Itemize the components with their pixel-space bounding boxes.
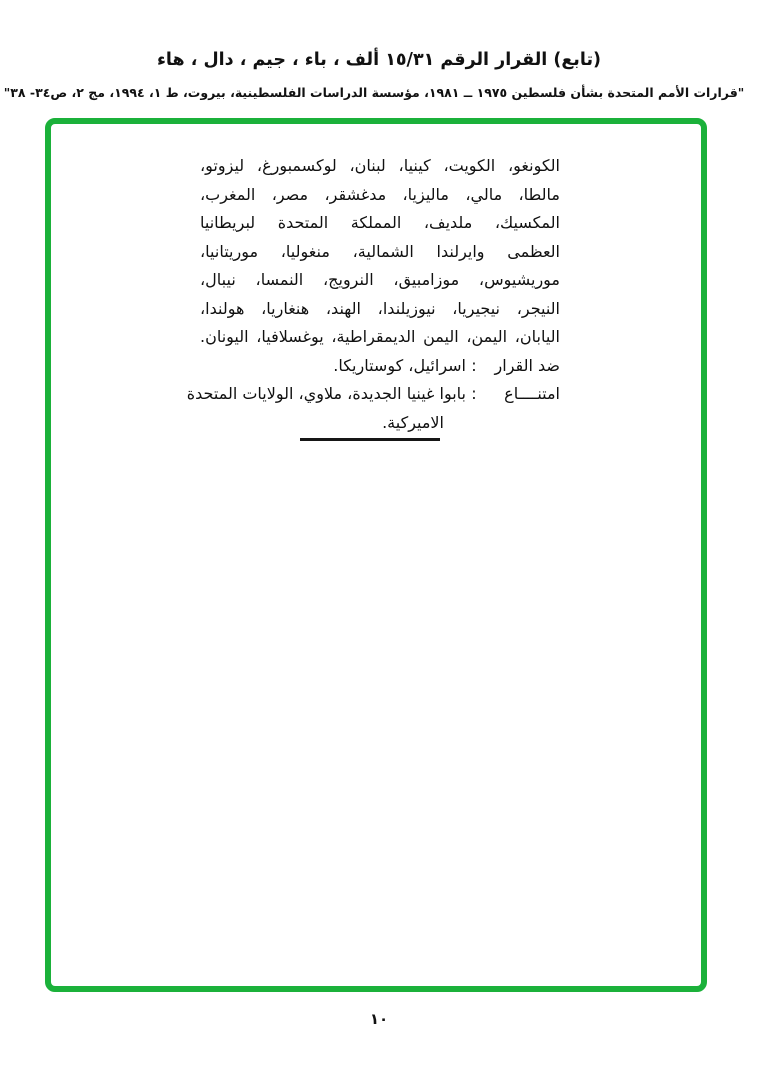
resolution-text-block	[186, 152, 560, 437]
source-citation: "قرارات الأمم المتحدة بشأن فلسطين ١٩٧٥ ــ ١٩٨١، مؤسسة الدراسات الفلسطينية، بيروت، ط ١، ١٩٩٤، مج ٢، ص٣٤- ٣٨"	[3, 85, 745, 100]
country-list-line: العظمى وايرلندا الشمالية، منغوليا، موريتانيا،	[200, 241, 560, 261]
country-list-line: المكسيك، ملديف، المملكة المتحدة لبريطانيا	[200, 213, 560, 232]
country-list-line: النيجر، نيجيريا، نيوزيلندا، الهند، هنغاريا، هولندا،	[200, 298, 560, 318]
country-list-line: اليابان، اليمن، اليمن الديمقراطية، يوغسلافيا، اليونان.	[200, 327, 560, 346]
vote-abstain-value-line1: بابوا غينيا الجديدة، ملاوي، الولايات المتحدة	[186, 384, 466, 403]
section-divider-rule	[300, 438, 440, 441]
vote-against-label: ضد القرار	[494, 355, 560, 375]
country-list-line: مالطا، مالي، ماليزيا، مدغشقر، مصر، المغرب،	[200, 184, 560, 204]
vote-abstain-colon: :	[471, 384, 477, 403]
page-title: (تابع) القرار الرقم ١٥/٣١ ألف ، باء ، جيم ، دال ، هاء	[156, 50, 602, 70]
vote-against-row	[200, 352, 560, 381]
country-list-line: موريشيوس، موزامبيق، النرويج، النمسا، نيبال،	[200, 270, 560, 289]
vote-against-colon: :	[471, 355, 477, 375]
vote-abstain-value	[187, 380, 466, 437]
country-list-line: الكونغو، الكويت، كينيا، لبنان، لوكسمبورغ، ليزوتو،	[200, 156, 560, 175]
vote-against-value: اسرائيل، كوستاريكا.	[333, 355, 466, 375]
vote-abstain-row	[186, 380, 560, 437]
page-number: ١٠	[369, 1010, 389, 1028]
vote-abstain-label: امتنــــاع	[504, 384, 560, 403]
vote-abstain-value-line2: الاميركية.	[382, 412, 444, 432]
